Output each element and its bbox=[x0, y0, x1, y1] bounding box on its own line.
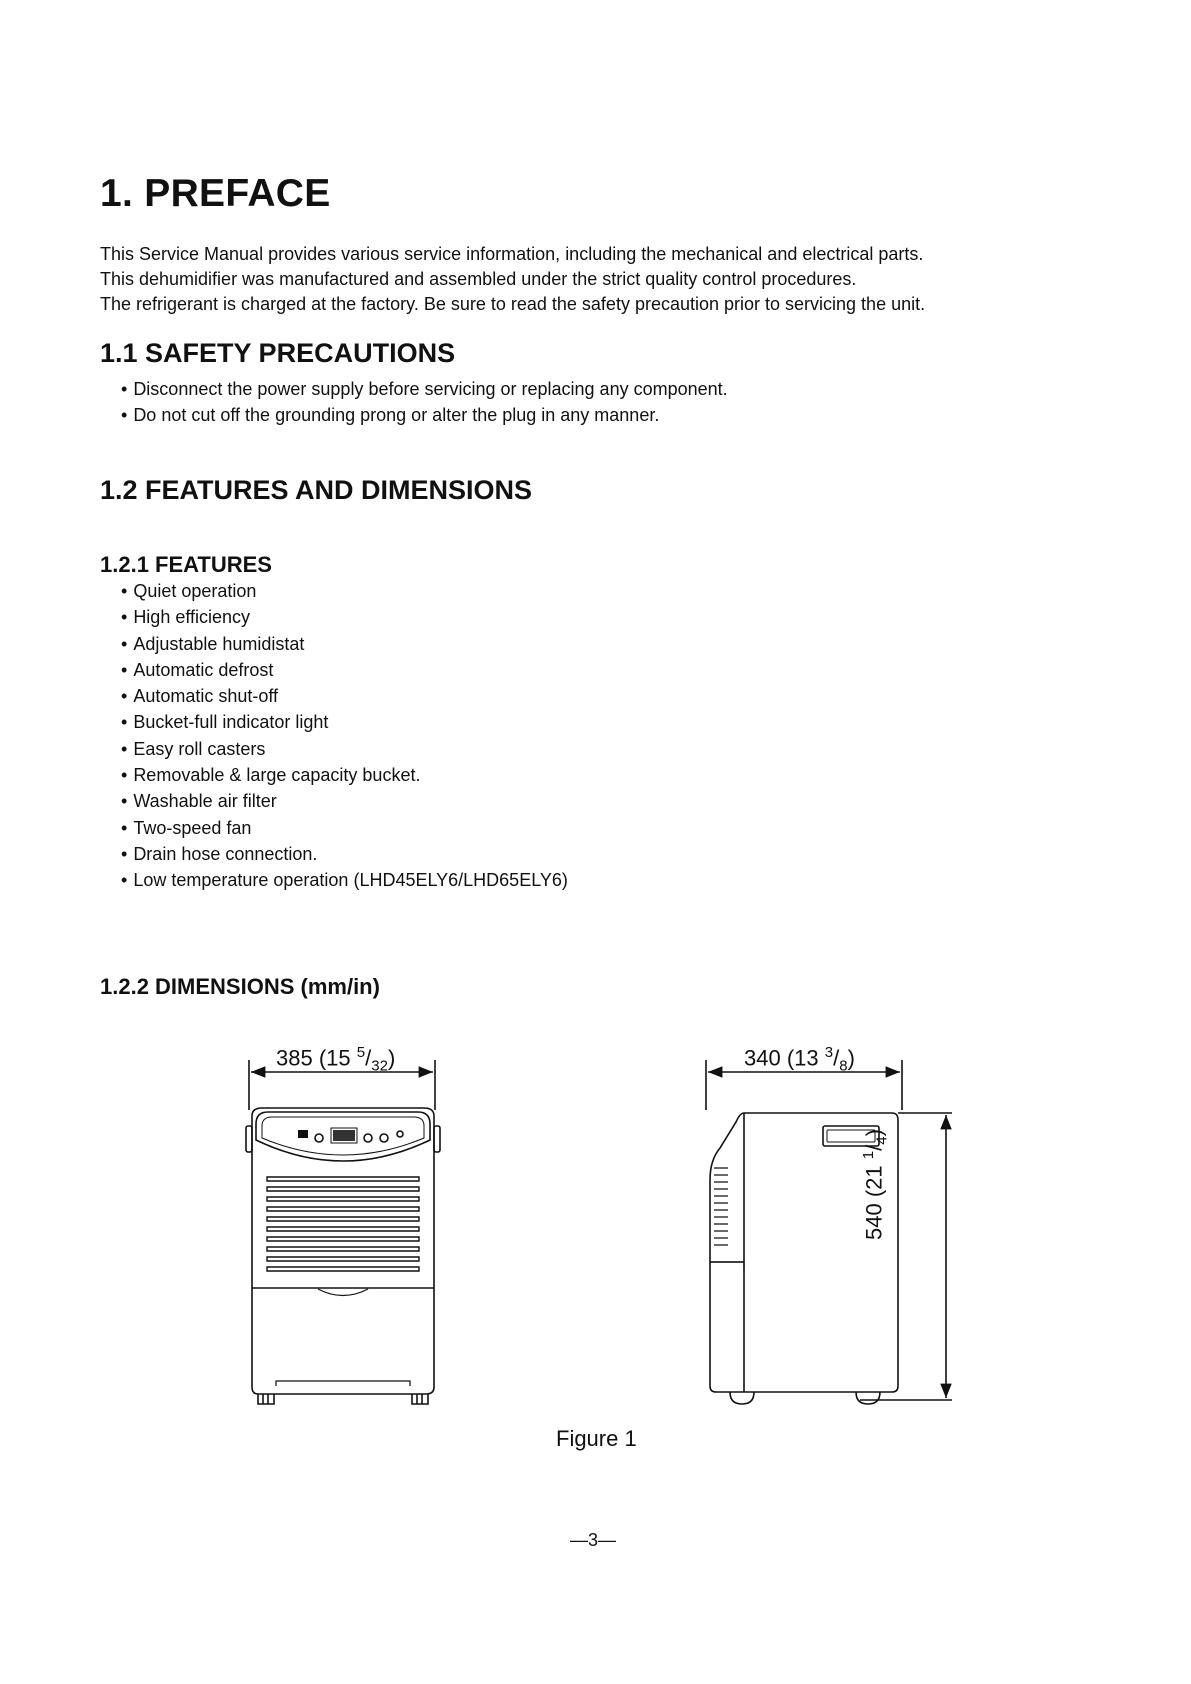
height-inch-denominator: 4 bbox=[873, 1136, 891, 1145]
list-item: • Drain hose connection. bbox=[121, 841, 568, 867]
page-title: 1. PREFACE bbox=[100, 172, 331, 215]
list-item: • Low temperature operation (LHD45ELY6/LHD65ELY6) bbox=[121, 867, 568, 893]
depth-inch-numerator: 3 bbox=[824, 1044, 834, 1061]
list-item: • Automatic shut-off bbox=[121, 683, 568, 709]
list-item: • Washable air filter bbox=[121, 788, 568, 814]
dimensions-heading: 1.2.2 DIMENSIONS (mm/in) bbox=[100, 974, 380, 999]
right-caster bbox=[412, 1394, 428, 1404]
front-base-strip bbox=[276, 1381, 410, 1386]
list-item: • Two-speed fan bbox=[121, 815, 568, 841]
panel-button bbox=[364, 1134, 372, 1142]
left-caster bbox=[258, 1394, 274, 1404]
list-item: • Disconnect the power supply before servicing or replacing any component. bbox=[121, 376, 728, 402]
safety-heading: 1.1 SAFETY PRECAUTIONS bbox=[100, 338, 456, 368]
list-item: • Bucket-full indicator light bbox=[121, 709, 568, 735]
side-caster-front bbox=[730, 1392, 754, 1404]
page-number: —3— bbox=[570, 1530, 617, 1550]
front-grille bbox=[267, 1177, 419, 1271]
bucket-grip bbox=[318, 1289, 368, 1296]
width-inch-whole: 15 bbox=[326, 1045, 351, 1071]
width-mm: 385 bbox=[276, 1045, 313, 1071]
depth-mm: 340 bbox=[744, 1045, 781, 1071]
panel-logo-lg bbox=[397, 1131, 403, 1137]
side-height-label: 540 (21 $^1/_4$) bbox=[860, 1129, 891, 1240]
side-caster-rear bbox=[856, 1392, 880, 1404]
right-handle bbox=[434, 1126, 440, 1152]
panel-logo bbox=[298, 1130, 308, 1138]
preface-line: This Service Manual provides various service information, including the mechanical and electrical parts. bbox=[100, 244, 924, 264]
side-grille bbox=[714, 1168, 728, 1245]
depth-inch-whole: 13 bbox=[794, 1045, 819, 1071]
panel-button bbox=[380, 1134, 388, 1142]
list-item: • High efficiency bbox=[121, 604, 568, 630]
front-width-label: 385 (15 $^5/_{32}$) bbox=[276, 1044, 396, 1075]
figure-caption: Figure 1 bbox=[556, 1426, 637, 1451]
preface-line: This dehumidifier was manufactured and assembled under the strict quality control procedures. bbox=[100, 269, 857, 289]
left-handle bbox=[246, 1126, 252, 1152]
height-mm: 540 bbox=[861, 1203, 887, 1240]
width-inch-denominator: 32 bbox=[371, 1057, 388, 1075]
height-inch-whole: 21 bbox=[861, 1165, 887, 1190]
list-item: • Do not cut off the grounding prong or alter the plug in any manner. bbox=[121, 402, 728, 428]
panel-button bbox=[315, 1134, 323, 1142]
features-dimensions-heading: 1.2 FEATURES AND DIMENSIONS bbox=[100, 475, 533, 505]
height-inch-numerator: 1 bbox=[860, 1150, 877, 1160]
list-item: • Quiet operation bbox=[121, 578, 568, 604]
side-bucket-line bbox=[710, 1262, 744, 1270]
width-inch-numerator: 5 bbox=[356, 1044, 366, 1061]
features-heading: 1.2.1 FEATURES bbox=[100, 552, 272, 577]
side-body-outline bbox=[710, 1113, 898, 1392]
list-item: • Automatic defrost bbox=[121, 657, 568, 683]
side-depth-label: 340 (13 $^3/_8$) bbox=[744, 1044, 855, 1075]
list-item: • Removable & large capacity bucket. bbox=[121, 762, 568, 788]
side-carry-handle bbox=[823, 1126, 879, 1146]
preface-line: The refrigerant is charged at the factory. Be sure to read the safety precaution prior to servicing the unit. bbox=[100, 294, 926, 314]
list-item: • Adjustable humidistat bbox=[121, 631, 568, 657]
list-item: • Easy roll casters bbox=[121, 736, 568, 762]
depth-inch-denominator: 8 bbox=[839, 1057, 848, 1075]
